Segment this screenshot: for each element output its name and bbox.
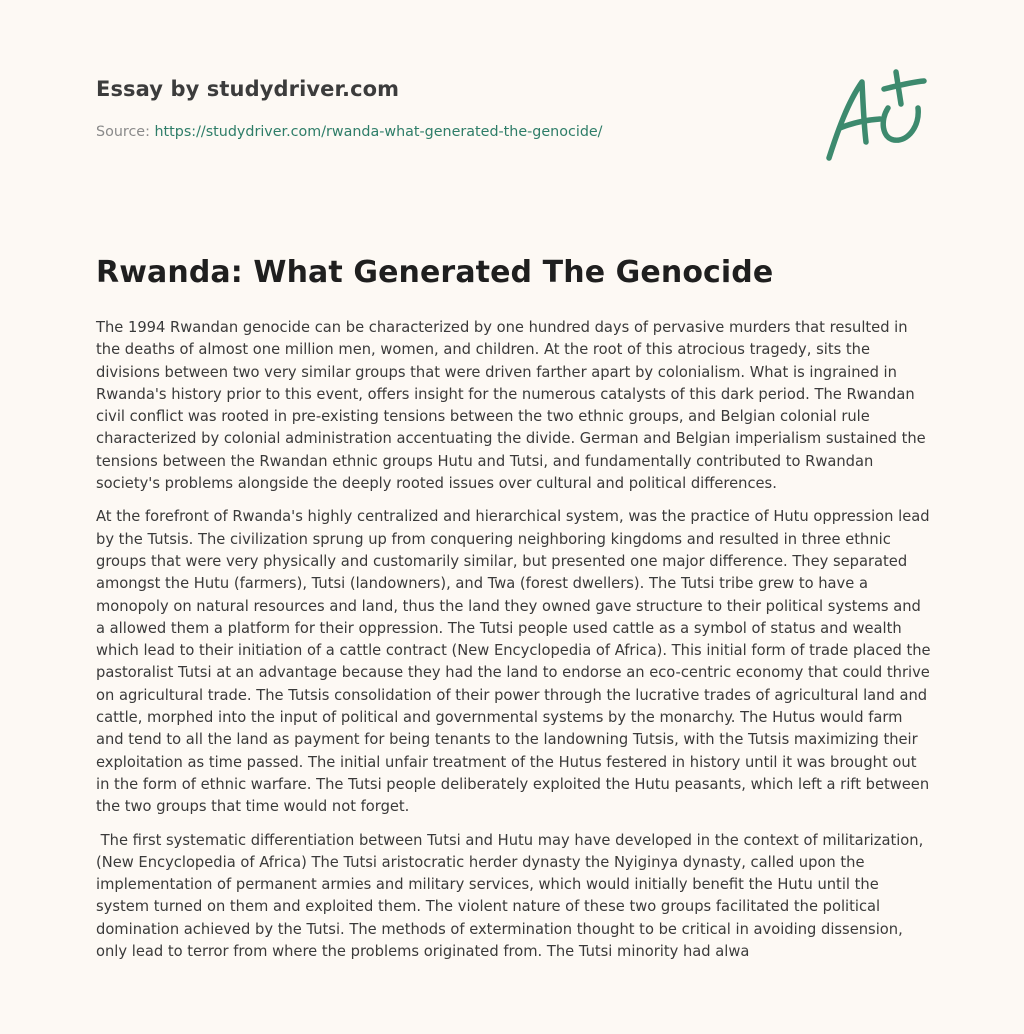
essay-paragraph: The 1994 Rwandan genocide can be characterized by one hundred days of pervasive murders that resulted in the deaths of almost one million men, women, and children. At the root of this atrocious tragedy, sits the divisions between two very similar groups that were driven farther apart by colonialism. What is ingrained in Rwanda's history prior to this event, offers insight for the numerous catalysts of this dark period. The Rwandan civil conflict was rooted in pre-existing tensions between the two ethnic groups, and Belgian colonial rule characterized by colonial administration accentuating the divide. German and Belgian imperialism sustained the tensions between the Rwandan ethnic groups Hutu and Tutsi, and fundamentally contributed to Rwandan society's problems alongside the deeply rooted issues over cultural and political differences.: [96, 319, 931, 493]
essay-title: Rwanda: What Generated The Genocide: [96, 255, 774, 290]
essay-paragraph: The first systematic differentiation between Tutsi and Hutu may have developed in the context of militarization, (New Encyclopedia of Africa) The Tutsi aristocratic herder dynasty the Nyiginya dynasty, called upon the implementation of permanent armies and military services, which would initially benefit the Hutu until the system turned on them and exploited them. The violent nature of these two groups facilitated the political domination achieved by the Tutsi. The methods of extermination thought to be critical in avoiding dissension, only lead to terror from where the problems originated from. The Tutsi minority had alwa: [96, 831, 928, 961]
source-link[interactable]: https://studydriver.com/rwanda-what-generated-the-genocide/: [154, 124, 603, 140]
essay-body: [96, 317, 936, 974]
site-brand: Essay by studydriver.com: [96, 77, 400, 101]
a-plus-logo-icon: [822, 68, 928, 164]
source-line: [96, 124, 603, 140]
essay-paragraph: At the forefront of Rwanda's highly centralized and hierarchical system, was the practice of Hutu oppression lead by the Tutsis. The civilization sprung up from conquering neighboring kingdoms and resulted in three ethnic groups that were very physically and customarily similar, but presented one major difference. They separated amongst the Hutu (farmers), Tutsi (landowners), and Twa (forest dwellers). The Tutsi tribe grew to have a monopoly on natural resources and land, thus the land they owned gave structure to their political systems and a allowed them a platform for their oppression. The Tutsi people used cattle as a symbol of status and wealth which lead to their initiation of a cattle contract (New Encyclopedia of Africa). This initial form of trade placed the pastoralist Tutsi at an advantage because they had the land to endorse an eco-centric economy that could thrive on agricultural trade. The Tutsis consolidation of their power through the lucrative trades of agricultural land and cattle, morphed into the input of political and governmental systems by the monarchy. The Hutus would farm and tend to all the land as payment for being tenants to the landowning Tutsis, with the Tutsis maximizing their exploitation as time passed. The initial unfair treatment of the Hutus festered in history until it was brought out in the form of ethnic warfare. The Tutsi people deliberately exploited the Hutu peasants, which left a rift between the two groups that time would not forget.: [96, 508, 936, 816]
source-label: Source:: [96, 124, 155, 140]
